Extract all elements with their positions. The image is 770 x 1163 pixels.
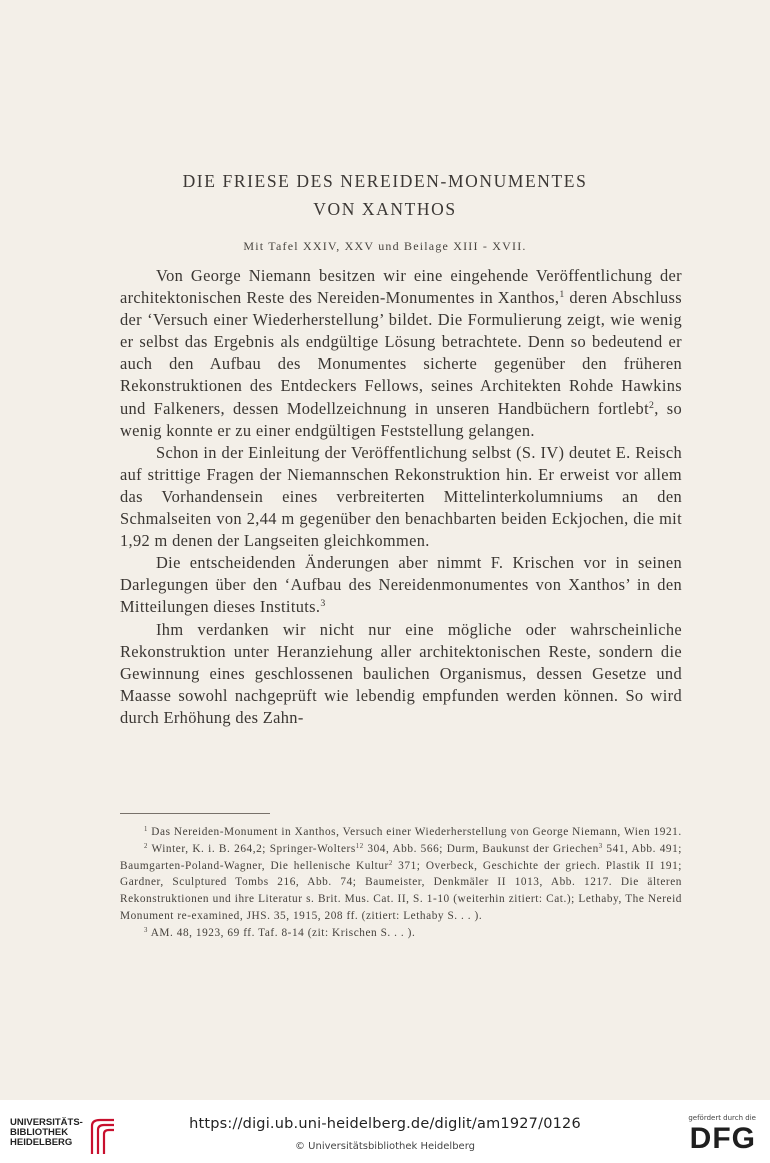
- footnote-2-sup-3: 2: [388, 859, 393, 867]
- permalink-url[interactable]: https://digi.ub.uni-heidelberg.de/diglit/am1927/0126: [189, 1116, 581, 1132]
- copyright-notice: © Universitätsbibliothek Heidelberg: [294, 1141, 475, 1152]
- article-subtitle: Mit Tafel XXIV, XXV und Beilage XIII - XVII.: [243, 239, 527, 253]
- footnote-2-number: 2: [144, 842, 148, 850]
- viewer-footer: [0, 1100, 770, 1163]
- footnote-2: [120, 841, 682, 925]
- footnote-divider: [120, 813, 270, 814]
- article-title-line2: VON XANTHOS: [313, 199, 457, 219]
- body-text: [120, 265, 682, 729]
- library-name-line2: BIBLIOTHEK: [10, 1127, 69, 1138]
- funder-label: gefördert durch die: [688, 1114, 756, 1122]
- library-name-line3: HEIDELBERG: [10, 1137, 73, 1148]
- footnote-2-text-a: Winter, K. i. B. 264,2; Springer-Wolters: [147, 842, 356, 855]
- paragraph-1-text-a: Von George Niemann besitzen wir eine eingehende Veröffentlichung der architektonischen Reste des Nereiden-Monumentes in Xanthos,: [120, 266, 682, 308]
- footnote-2-sup-2: 3: [598, 842, 603, 850]
- footnote-2-sup-1: 12: [355, 842, 364, 850]
- footnote-ref-3: 3: [320, 598, 326, 610]
- footnote-1-text: Das Nereiden-Monument in Xanthos, Versuch einer Wiederherstellung von George Niemann, Wien 1921.: [147, 826, 682, 838]
- paragraph-3: [120, 552, 682, 618]
- footnote-1: [120, 824, 682, 841]
- library-name-line1: UNIVERSITÄTS-: [10, 1117, 83, 1128]
- paragraph-1-text-c: , so wenig konnte er zu einer endgültigen Feststellung gelangen.: [120, 398, 683, 440]
- funder-name: DFG: [689, 1122, 756, 1155]
- footnote-2-text-d: 371; Overbeck, Geschichte der griech. Plastik II 191; Gardner, Sculptured Tombs 216, Abb. 74; Baumeister, Denkmäler II 1013, Abb. 1217. Die älteren Rekonstruktionen und ihre Literatur s. Brit. Mus. Cat. II, S. 1-10 (weiterhin zitiert: Cat.); Lethaby, The Nereid Monument re-examined, JHS. 35, 1915, 208 ff. (zitiert: Lethaby S. . . ).: [120, 859, 682, 922]
- paragraph-4: Ihm verdanken wir nicht nur eine mögliche oder wahrscheinliche Rekonstruktion unter Heranziehung aller architektonischen Reste, sondern die Gewinnung eines geschlossenen baulichen Organismus, dessen Gesetze und Maasse sowohl nachgeprüft wie lebendig empfunden werden können. So wird durch Erhöhung des Zahn-: [120, 619, 682, 727]
- footnote-2-text-c: 541, Abb. 491; Baumgarten-Poland-Wagner, Die hellenische Kultur: [120, 842, 682, 872]
- footnote-2-text-b: 304, Abb. 566; Durm, Baukunst der Griechen: [363, 842, 599, 855]
- footnote-ref-1: 1: [559, 289, 565, 301]
- footnote-3-text: AM. 48, 1923, 69 ff. Taf. 8-14 (zit: Krischen S. . . ).: [147, 926, 416, 939]
- article-title-line1: DIE FRIESE DES NEREIDEN-MONUMENTES: [182, 171, 588, 191]
- paragraph-1-text-b: deren Abschluss der ‘Versuch einer Wiederherstellung’ bildet. Die Formulierung zeigt, wie wenig er selbst das Ergebnis als endgültige Lösung betrachtete. Denn so bedeutend er auch den Aufbau des Monumentes sicherte gegenüber den früheren Rekonstruktionen des Entdeckers Fellows, seines Architekten Rohde Hawkins und Falkeners, dessen Modellzeichnung in unseren Handbüchern fortlebt: [120, 288, 682, 418]
- footnote-ref-2: 2: [648, 399, 655, 411]
- paragraph-1: [120, 265, 682, 442]
- dfg-logo[interactable]: [678, 1114, 762, 1158]
- paragraph-2: Schon in der Einleitung der Veröffentlichung selbst (S. IV) deutet E. Reisch auf strittige Fragen der Niemannschen Rekonstruktion hin. Er erweist vor allem das Vorhandensein eines verbreiterten Mittelinterkolumniums an den Schmalseiten von 2,44 m gegenüber den benachbarten beiden Eckjochen, die mit 1,92 m denen der Langseiten gleichkommen.: [120, 442, 682, 551]
- footnote-1-number: 1: [144, 825, 148, 833]
- footnotes: [120, 824, 682, 942]
- footnote-3-number: 3: [144, 926, 148, 934]
- footnote-3: [120, 925, 682, 942]
- paragraph-3-text: Die entscheidenden Änderungen aber nimmt F. Krischen vor in seinen Darlegungen über den ‘Aufbau des Nereidenmonumentes von Xanthos’ in den Mitteilungen dieses Instituts.: [120, 553, 682, 617]
